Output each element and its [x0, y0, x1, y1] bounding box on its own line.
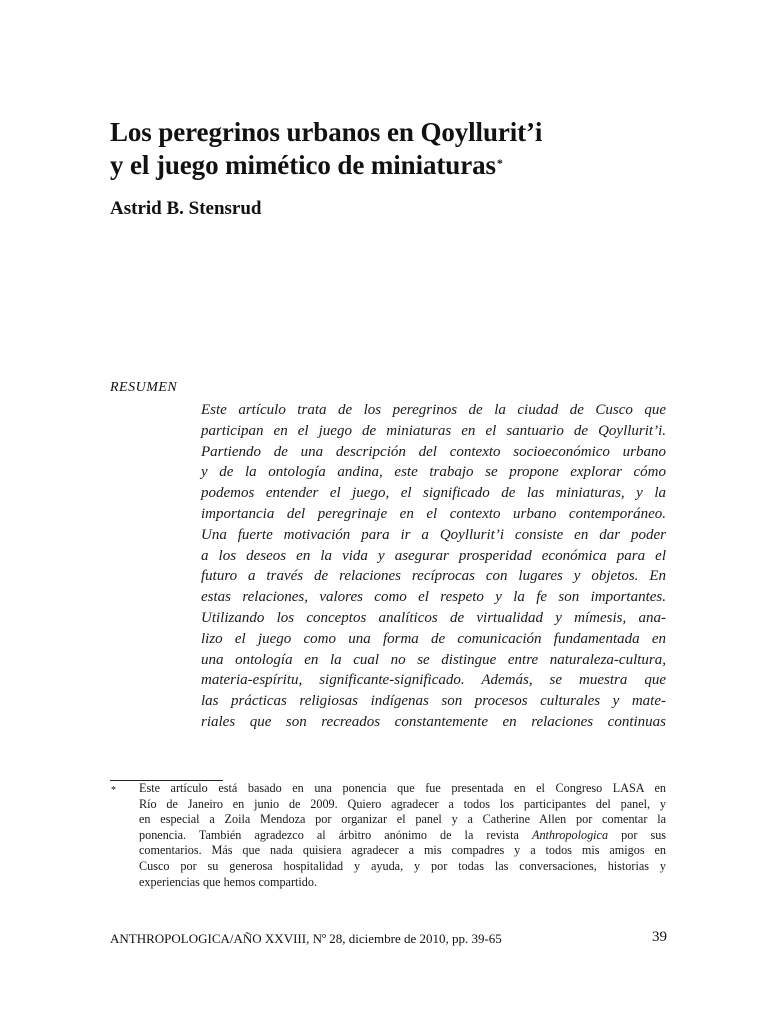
footnote-line-4-start: ponencia. También agradezco al árbitro anónimo de la revista	[139, 827, 519, 842]
abstract-line: estas relaciones, valores como el respeto y la fe son importantes.	[201, 589, 666, 606]
article-title	[110, 116, 670, 182]
abstract-line: Partiendo de una descripción del contexto socioeconómico urbano	[201, 443, 666, 460]
footnote-line: Este artículo está basado en una ponencia que fue presentada en el Congreso LASA en	[139, 781, 666, 795]
abstract-line: futuro a través de relaciones recíprocas con lugares y objetos. En	[201, 568, 666, 585]
page-number: 39	[652, 929, 667, 945]
abstract-body	[201, 400, 666, 733]
footnote-mark: *	[111, 785, 116, 796]
journal-name-italic: Anthropologica	[532, 827, 609, 842]
footnote-line	[139, 828, 666, 844]
footnote-text	[139, 781, 666, 890]
footnote-line: Río de Janeiro en junio de 2009. Quiero agradecer a todos los participantes del panel, y	[139, 796, 666, 811]
footnote-line-4-end: por sus	[621, 827, 667, 842]
abstract-line: Una fuerte motivación para ir a Qoyllurit’i consiste en dar poder	[201, 526, 666, 543]
abstract-line: riales que son recreados constantemente en relaciones continuas	[201, 713, 666, 730]
abstract-line: las prácticas religiosas indígenas son procesos culturales y mate-	[201, 693, 666, 710]
abstract-line: Este artículo trata de los peregrinos de la ciudad de Cusco que	[201, 402, 666, 418]
title-line-2-text: y el juego mimético de miniaturas	[110, 150, 496, 180]
abstract-line: a los deseos en la vida y asegurar prosperidad económica para el	[201, 547, 666, 564]
abstract-line: materia-espíritu, significante-significado. Además, se muestra que	[201, 672, 666, 689]
abstract-line: una ontología en la cual no se distingue entre naturaleza-cultura,	[201, 651, 666, 668]
abstract-line: lizo el juego como una forma de comunicación fundamentada en	[201, 630, 666, 647]
footnote-line: comentarios. Más que nada quisiera agradecer a mis compadres y a todos mis amigos en	[139, 843, 666, 858]
abstract-line: importancia del peregrinaje en el contexto urbano contemporáneo.	[201, 505, 666, 522]
author-name: Astrid B. Stensrud	[110, 198, 262, 219]
title-line-1: Los peregrinos urbanos en Qoyllurit’i	[110, 117, 543, 147]
footnote-line: Cusco por su generosa hospitalidad y ayuda, y por todas las conversaciones, historias y	[139, 858, 666, 873]
abstract-line: Utilizando los conceptos analíticos de virtualidad y mímesis, ana-	[201, 609, 666, 626]
abstract-line: participan en el juego de miniaturas en el santuario de Qoyllurit’i.	[201, 422, 666, 439]
journal-citation: ANTHROPOLOGICA/AÑO XXVIII, Nº 28, diciembre de 2010, pp. 39-65	[110, 931, 502, 946]
footnote-line: experiencias que hemos compartido.	[139, 874, 318, 889]
title-line-2	[110, 149, 670, 182]
footnote-line: en especial a Zoila Mendoza por organizar el panel y a Catherine Allen por comentar la	[139, 812, 666, 827]
abstract-line: podemos entender el juego, el significado de las miniaturas, y la	[201, 485, 666, 502]
abstract-line: y de la ontología andina, este trabajo se propone explorar cómo	[201, 464, 666, 481]
title-footnote-mark: *	[496, 156, 503, 170]
abstract-heading: RESUMEN	[110, 380, 178, 395]
